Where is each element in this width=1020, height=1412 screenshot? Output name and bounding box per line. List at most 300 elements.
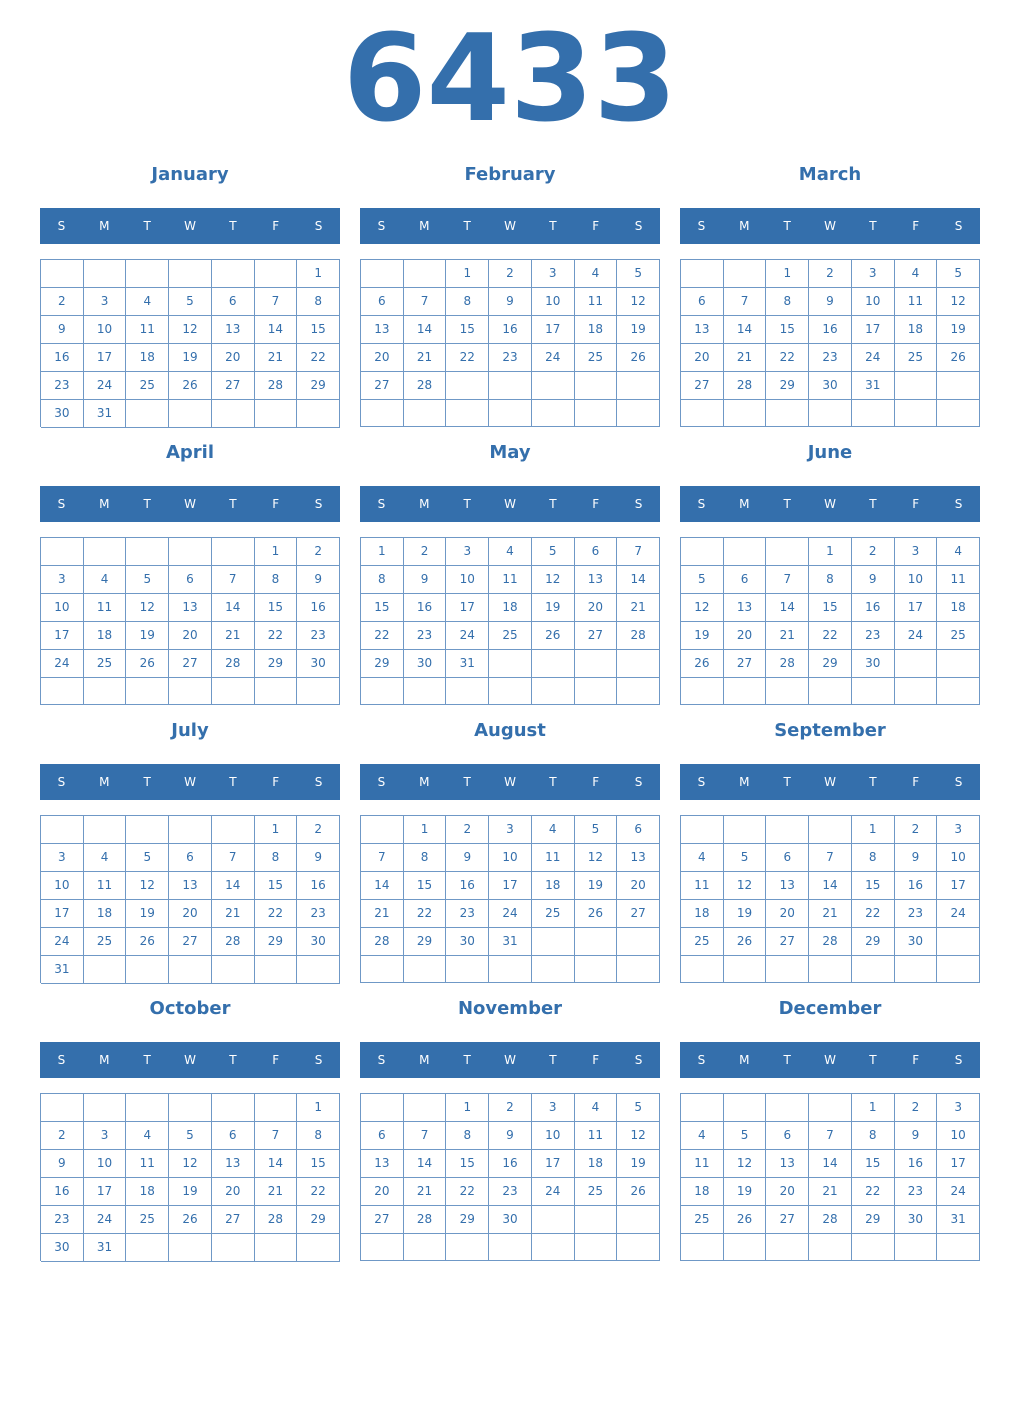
day-cell xyxy=(617,400,660,427)
weekday-header xyxy=(360,486,660,522)
day-cell xyxy=(212,400,255,428)
day-cell xyxy=(212,678,255,705)
day-cell: 16 xyxy=(41,1178,84,1206)
day-cell: 15 xyxy=(361,594,404,622)
day-cell xyxy=(766,1094,809,1122)
day-grid xyxy=(360,1093,660,1261)
day-cell: 14 xyxy=(255,316,298,344)
day-cell: 22 xyxy=(446,1178,489,1206)
day-cell xyxy=(169,678,212,705)
day-cell: 24 xyxy=(532,1178,575,1206)
day-cell: 28 xyxy=(361,928,404,956)
day-cell: 20 xyxy=(575,594,618,622)
day-cell: 18 xyxy=(575,316,618,344)
day-cell: 7 xyxy=(404,288,447,316)
day-cell: 5 xyxy=(126,844,169,872)
day-cell: 17 xyxy=(84,1178,127,1206)
day-cell xyxy=(895,1234,938,1261)
day-cell: 5 xyxy=(617,1094,660,1122)
day-cell: 7 xyxy=(255,1122,298,1150)
weekday-label: S xyxy=(314,219,323,233)
day-cell: 9 xyxy=(404,566,447,594)
weekday-label: T xyxy=(463,219,471,233)
day-cell: 6 xyxy=(724,566,767,594)
weekday-label: T xyxy=(143,497,151,511)
day-cell: 11 xyxy=(895,288,938,316)
day-cell: 13 xyxy=(361,316,404,344)
day-cell: 27 xyxy=(766,928,809,956)
day-cell: 4 xyxy=(575,260,618,288)
weekday-label: M xyxy=(739,775,750,789)
day-cell: 24 xyxy=(489,900,532,928)
day-cell: 23 xyxy=(297,900,340,928)
day-cell: 18 xyxy=(126,1178,169,1206)
weekday-label: S xyxy=(697,219,706,233)
day-cell xyxy=(126,956,169,984)
day-cell: 18 xyxy=(84,900,127,928)
day-cell: 11 xyxy=(681,872,724,900)
day-cell: 13 xyxy=(681,316,724,344)
day-cell: 7 xyxy=(255,288,298,316)
day-cell: 28 xyxy=(255,372,298,400)
weekday-label: T xyxy=(549,1053,557,1067)
day-cell xyxy=(212,260,255,288)
day-cell: 7 xyxy=(361,844,404,872)
day-cell: 24 xyxy=(446,622,489,650)
weekday-label: S xyxy=(954,497,963,511)
day-cell xyxy=(681,260,724,288)
day-cell xyxy=(766,678,809,705)
day-cell: 8 xyxy=(297,1122,340,1150)
day-cell: 23 xyxy=(852,622,895,650)
day-cell: 9 xyxy=(41,1150,84,1178)
day-cell: 31 xyxy=(446,650,489,678)
weekday-label: S xyxy=(634,1053,643,1067)
day-cell: 4 xyxy=(895,260,938,288)
month-name: December xyxy=(778,998,882,1019)
month-name: September xyxy=(774,720,886,741)
day-cell: 22 xyxy=(852,1178,895,1206)
weekday-label: T xyxy=(463,1053,471,1067)
day-cell: 25 xyxy=(681,1206,724,1234)
day-cell xyxy=(404,956,447,983)
day-cell: 3 xyxy=(84,288,127,316)
day-cell: 7 xyxy=(212,566,255,594)
day-cell: 28 xyxy=(766,650,809,678)
weekday-label: T xyxy=(783,219,791,233)
weekday-label: M xyxy=(419,219,430,233)
day-cell: 2 xyxy=(489,1094,532,1122)
day-cell xyxy=(724,400,767,427)
weekday-header xyxy=(40,1042,340,1078)
day-cell xyxy=(446,678,489,705)
weekday-label: W xyxy=(184,1053,196,1067)
weekday-label: M xyxy=(739,1053,750,1067)
weekday-label: T xyxy=(869,1053,877,1067)
weekday-label: T xyxy=(869,775,877,789)
day-cell: 15 xyxy=(297,1150,340,1178)
day-cell xyxy=(212,1094,255,1122)
day-cell: 28 xyxy=(809,928,852,956)
day-cell: 14 xyxy=(255,1150,298,1178)
day-cell xyxy=(41,260,84,288)
day-cell: 22 xyxy=(255,900,298,928)
weekday-label: W xyxy=(504,219,516,233)
day-cell: 16 xyxy=(895,1150,938,1178)
day-cell: 30 xyxy=(489,1206,532,1234)
day-cell: 9 xyxy=(489,1122,532,1150)
day-cell: 7 xyxy=(617,538,660,566)
day-cell xyxy=(212,1234,255,1262)
day-cell: 13 xyxy=(361,1150,404,1178)
weekday-label: S xyxy=(57,497,66,511)
day-cell: 1 xyxy=(852,1094,895,1122)
day-cell xyxy=(404,1094,447,1122)
weekday-label: S xyxy=(697,497,706,511)
weekday-label: M xyxy=(419,775,430,789)
day-cell: 10 xyxy=(84,316,127,344)
day-cell xyxy=(766,956,809,983)
weekday-label: S xyxy=(57,219,66,233)
day-cell xyxy=(617,1234,660,1261)
day-cell: 26 xyxy=(532,622,575,650)
day-cell: 21 xyxy=(212,622,255,650)
day-cell: 20 xyxy=(212,344,255,372)
day-cell: 16 xyxy=(446,872,489,900)
day-cell: 30 xyxy=(895,1206,938,1234)
day-cell xyxy=(852,956,895,983)
weekday-label: W xyxy=(824,497,836,511)
day-cell: 2 xyxy=(852,538,895,566)
day-cell xyxy=(126,400,169,428)
day-cell: 3 xyxy=(84,1122,127,1150)
day-cell xyxy=(809,816,852,844)
day-cell xyxy=(255,260,298,288)
day-cell: 2 xyxy=(297,816,340,844)
day-cell: 10 xyxy=(937,844,980,872)
day-cell: 19 xyxy=(126,622,169,650)
day-cell: 8 xyxy=(446,1122,489,1150)
day-cell: 6 xyxy=(169,566,212,594)
day-cell: 5 xyxy=(126,566,169,594)
day-cell: 6 xyxy=(212,1122,255,1150)
day-cell: 5 xyxy=(617,260,660,288)
weekday-label: T xyxy=(229,497,237,511)
day-cell: 30 xyxy=(297,650,340,678)
day-cell xyxy=(937,678,980,705)
day-cell: 8 xyxy=(297,288,340,316)
day-cell xyxy=(489,956,532,983)
day-cell xyxy=(41,538,84,566)
day-cell: 17 xyxy=(41,622,84,650)
day-cell: 18 xyxy=(489,594,532,622)
day-cell xyxy=(84,816,127,844)
month-name: March xyxy=(798,164,862,185)
day-cell xyxy=(169,816,212,844)
day-cell xyxy=(84,260,127,288)
day-cell: 15 xyxy=(446,1150,489,1178)
day-cell: 2 xyxy=(895,816,938,844)
day-cell xyxy=(361,260,404,288)
day-cell: 13 xyxy=(724,594,767,622)
day-cell: 17 xyxy=(937,1150,980,1178)
day-cell: 25 xyxy=(84,650,127,678)
weekday-label: F xyxy=(592,775,600,789)
day-cell: 26 xyxy=(681,650,724,678)
day-cell: 26 xyxy=(724,1206,767,1234)
day-cell: 11 xyxy=(575,1122,618,1150)
day-cell: 5 xyxy=(169,288,212,316)
day-cell xyxy=(532,400,575,427)
day-cell: 30 xyxy=(41,1234,84,1262)
weekday-label: W xyxy=(184,219,196,233)
day-cell: 7 xyxy=(809,1122,852,1150)
day-cell xyxy=(681,956,724,983)
day-cell xyxy=(766,538,809,566)
day-cell xyxy=(126,1094,169,1122)
day-cell: 11 xyxy=(489,566,532,594)
weekday-label: S xyxy=(314,775,323,789)
day-cell: 2 xyxy=(297,538,340,566)
weekday-header xyxy=(360,208,660,244)
day-cell xyxy=(297,400,340,428)
weekday-label: M xyxy=(99,219,110,233)
day-cell xyxy=(895,650,938,678)
day-cell: 14 xyxy=(724,316,767,344)
day-grid xyxy=(360,815,660,983)
day-cell xyxy=(937,928,980,956)
day-cell: 18 xyxy=(126,344,169,372)
day-cell xyxy=(361,816,404,844)
day-cell: 23 xyxy=(41,372,84,400)
day-cell: 24 xyxy=(41,928,84,956)
weekday-label: W xyxy=(824,219,836,233)
day-cell xyxy=(169,1094,212,1122)
weekday-label: T xyxy=(549,219,557,233)
day-cell xyxy=(575,650,618,678)
weekday-label: F xyxy=(592,219,600,233)
day-cell: 15 xyxy=(404,872,447,900)
day-cell: 30 xyxy=(809,372,852,400)
day-grid xyxy=(680,259,980,427)
day-cell: 25 xyxy=(937,622,980,650)
weekday-label: S xyxy=(954,775,963,789)
day-cell: 24 xyxy=(84,1206,127,1234)
day-cell: 30 xyxy=(41,400,84,428)
month-name: October xyxy=(149,998,231,1019)
day-cell xyxy=(297,678,340,705)
day-cell xyxy=(575,928,618,956)
day-cell xyxy=(126,1234,169,1262)
day-cell: 25 xyxy=(575,344,618,372)
day-cell xyxy=(361,400,404,427)
day-cell: 12 xyxy=(126,594,169,622)
day-cell: 10 xyxy=(532,1122,575,1150)
day-cell: 20 xyxy=(617,872,660,900)
day-cell: 19 xyxy=(575,872,618,900)
day-cell: 21 xyxy=(404,1178,447,1206)
day-cell: 9 xyxy=(852,566,895,594)
day-cell xyxy=(489,650,532,678)
day-cell xyxy=(617,928,660,956)
day-cell: 19 xyxy=(169,1178,212,1206)
day-cell: 21 xyxy=(809,1178,852,1206)
day-cell xyxy=(724,956,767,983)
day-cell: 2 xyxy=(895,1094,938,1122)
weekday-label: S xyxy=(954,1053,963,1067)
day-cell xyxy=(212,538,255,566)
day-cell: 9 xyxy=(809,288,852,316)
day-cell: 3 xyxy=(41,844,84,872)
day-cell: 15 xyxy=(297,316,340,344)
day-grid xyxy=(680,815,980,983)
day-cell: 27 xyxy=(212,372,255,400)
day-cell: 11 xyxy=(532,844,575,872)
weekday-label: S xyxy=(697,775,706,789)
day-cell xyxy=(126,538,169,566)
day-cell: 4 xyxy=(84,844,127,872)
day-cell: 29 xyxy=(852,1206,895,1234)
day-cell: 17 xyxy=(532,316,575,344)
day-cell: 18 xyxy=(681,1178,724,1206)
day-cell: 27 xyxy=(575,622,618,650)
day-cell: 20 xyxy=(766,1178,809,1206)
day-cell xyxy=(724,260,767,288)
day-cell: 4 xyxy=(126,288,169,316)
day-cell: 1 xyxy=(766,260,809,288)
day-cell: 2 xyxy=(41,288,84,316)
weekday-label: S xyxy=(954,219,963,233)
day-cell: 15 xyxy=(852,872,895,900)
day-cell: 16 xyxy=(895,872,938,900)
weekday-label: S xyxy=(377,497,386,511)
weekday-label: F xyxy=(912,497,920,511)
day-cell: 28 xyxy=(404,1206,447,1234)
day-cell xyxy=(617,678,660,705)
day-cell: 23 xyxy=(41,1206,84,1234)
day-cell: 22 xyxy=(361,622,404,650)
month-name: February xyxy=(464,164,556,185)
day-cell: 21 xyxy=(255,344,298,372)
day-cell: 27 xyxy=(169,928,212,956)
weekday-label: T xyxy=(229,775,237,789)
weekday-label: T xyxy=(869,497,877,511)
weekday-header xyxy=(680,486,980,522)
day-cell: 19 xyxy=(169,344,212,372)
day-cell xyxy=(212,816,255,844)
weekday-label: S xyxy=(634,775,643,789)
day-cell: 13 xyxy=(169,594,212,622)
day-cell: 24 xyxy=(937,900,980,928)
day-cell: 8 xyxy=(361,566,404,594)
day-cell: 24 xyxy=(41,650,84,678)
day-cell xyxy=(446,372,489,400)
day-cell xyxy=(126,678,169,705)
day-cell xyxy=(404,400,447,427)
day-cell: 31 xyxy=(41,956,84,984)
day-cell: 22 xyxy=(297,344,340,372)
day-cell: 6 xyxy=(361,1122,404,1150)
day-cell: 16 xyxy=(297,594,340,622)
day-cell: 11 xyxy=(575,288,618,316)
day-cell xyxy=(766,816,809,844)
day-cell: 20 xyxy=(681,344,724,372)
day-cell: 26 xyxy=(937,344,980,372)
weekday-label: T xyxy=(143,775,151,789)
day-cell: 29 xyxy=(297,372,340,400)
day-cell: 15 xyxy=(809,594,852,622)
day-cell xyxy=(255,1234,298,1262)
day-cell: 21 xyxy=(404,344,447,372)
day-cell: 13 xyxy=(766,872,809,900)
day-cell: 17 xyxy=(937,872,980,900)
weekday-label: M xyxy=(99,497,110,511)
day-cell xyxy=(532,678,575,705)
day-cell: 7 xyxy=(766,566,809,594)
day-cell xyxy=(617,650,660,678)
weekday-label: W xyxy=(184,497,196,511)
day-cell xyxy=(532,928,575,956)
day-cell xyxy=(724,538,767,566)
day-cell: 27 xyxy=(361,372,404,400)
day-cell: 31 xyxy=(84,400,127,428)
day-cell: 17 xyxy=(895,594,938,622)
day-cell: 18 xyxy=(84,622,127,650)
day-cell xyxy=(937,400,980,427)
day-cell: 14 xyxy=(212,594,255,622)
day-cell xyxy=(852,1234,895,1261)
day-cell: 16 xyxy=(404,594,447,622)
day-cell xyxy=(766,400,809,427)
day-cell: 21 xyxy=(212,900,255,928)
day-cell: 3 xyxy=(446,538,489,566)
day-cell xyxy=(532,956,575,983)
day-cell: 15 xyxy=(446,316,489,344)
day-cell: 19 xyxy=(937,316,980,344)
day-cell: 26 xyxy=(169,1206,212,1234)
weekday-label: T xyxy=(783,497,791,511)
day-cell: 18 xyxy=(575,1150,618,1178)
day-cell: 7 xyxy=(404,1122,447,1150)
weekday-label: T xyxy=(229,219,237,233)
day-cell: 5 xyxy=(681,566,724,594)
day-grid xyxy=(360,259,660,427)
day-cell: 8 xyxy=(766,288,809,316)
month-name: May xyxy=(489,442,531,463)
day-cell: 23 xyxy=(446,900,489,928)
day-cell xyxy=(809,400,852,427)
day-cell xyxy=(404,260,447,288)
day-cell: 12 xyxy=(681,594,724,622)
day-cell: 29 xyxy=(297,1206,340,1234)
day-cell xyxy=(575,956,618,983)
day-cell: 19 xyxy=(617,316,660,344)
day-cell: 23 xyxy=(895,900,938,928)
day-cell: 18 xyxy=(532,872,575,900)
day-cell: 1 xyxy=(852,816,895,844)
day-cell: 13 xyxy=(212,316,255,344)
day-cell xyxy=(809,956,852,983)
day-cell: 10 xyxy=(532,288,575,316)
day-cell: 12 xyxy=(169,1150,212,1178)
day-cell: 10 xyxy=(84,1150,127,1178)
day-cell xyxy=(937,956,980,983)
weekday-label: T xyxy=(143,219,151,233)
day-cell: 19 xyxy=(681,622,724,650)
day-cell: 22 xyxy=(809,622,852,650)
weekday-header xyxy=(680,1042,980,1078)
month-name: January xyxy=(151,164,229,185)
